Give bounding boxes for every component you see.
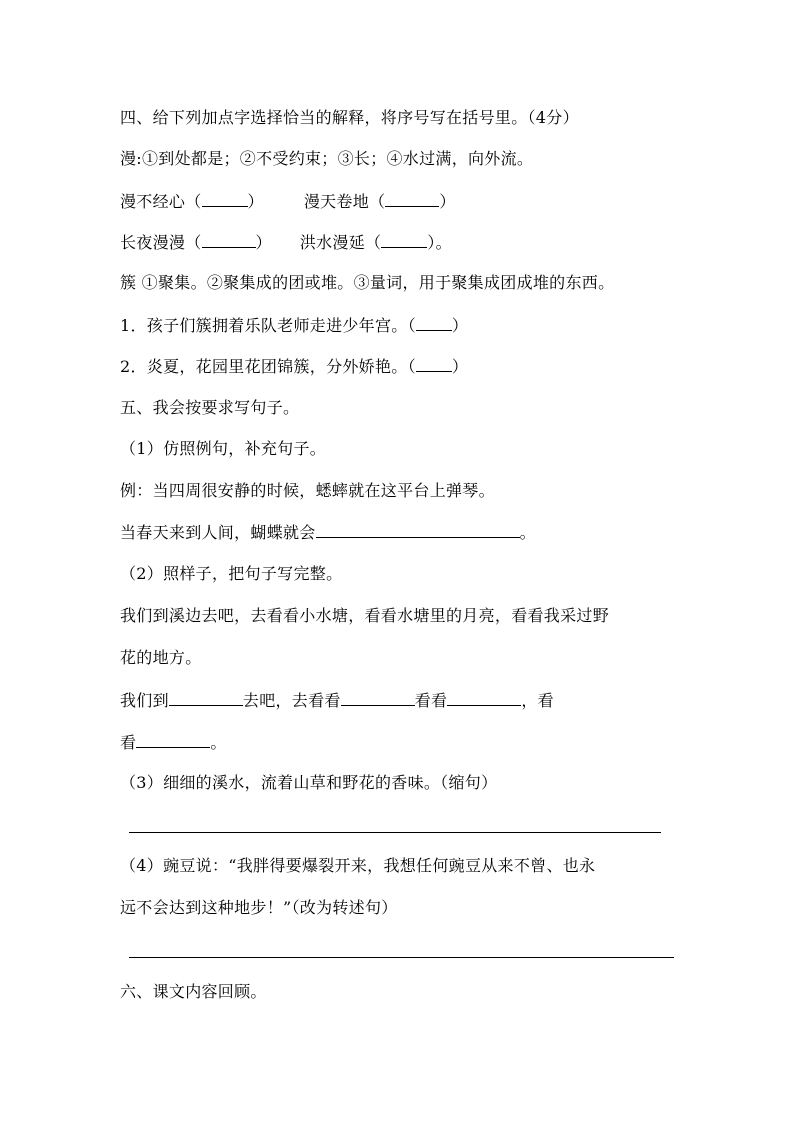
answer-blank[interactable] bbox=[416, 315, 452, 331]
q2-title: （2）照样子，把句子写完整。 bbox=[120, 564, 343, 583]
fill-in-blank[interactable] bbox=[136, 732, 210, 748]
section5-heading: 五、我会按要求写句子。 bbox=[120, 398, 300, 417]
q2-answer-line-1: 我们到 去吧，去看看 看看 ，看 bbox=[120, 691, 554, 710]
item-chang-ye-man-man: 长夜漫漫（ bbox=[120, 233, 202, 252]
cu-question-1: 1．孩子们簇拥着乐队老师走进少年宫。（ ） bbox=[120, 316, 469, 335]
fill-in-blank[interactable] bbox=[341, 690, 415, 706]
item-man-bu-jing-xin: 漫不经心（ bbox=[120, 192, 202, 211]
fill-in-blank[interactable] bbox=[169, 690, 243, 706]
q2-answer-line-2: 看 。 bbox=[120, 733, 227, 752]
fill-in-blank[interactable] bbox=[447, 690, 521, 706]
answer-blank[interactable] bbox=[381, 232, 427, 248]
cu-definitions: 簇 ①聚集。②聚集成的团或堆。③量词，用于聚集成团成堆的东西。 bbox=[120, 273, 615, 292]
q2-example-line-1: 我们到溪边去吧，去看看小水塘，看看水塘里的月亮，看看我采过野 bbox=[120, 606, 610, 625]
q3-answer-line[interactable] bbox=[129, 832, 661, 833]
answer-blank[interactable] bbox=[385, 191, 439, 207]
q3-prompt: （3）细细的溪水，流着山草和野花的香味。（缩句） bbox=[120, 773, 498, 792]
section4-heading: 四、给下列加点字选择恰当的解释，将序号写在括号里。（4分） bbox=[120, 108, 579, 127]
man-row-2: 长夜漫漫（ ） 洪水漫延（ ）。 bbox=[120, 233, 452, 252]
q1-example: 例：当四周很安静的时候，蟋蟀就在这平台上弹琴。 bbox=[120, 481, 495, 500]
man-definitions: 漫:①到处都是；②不受约束；③长；④水过满，向外流。 bbox=[120, 149, 534, 168]
cu-question-2: 2．炎夏，花园里花团锦簇，分外娇艳。（ ） bbox=[120, 357, 469, 376]
q4-prompt-line-2: 远不会达到这种地步！”（改为转述句） bbox=[120, 898, 398, 917]
answer-blank[interactable] bbox=[202, 232, 256, 248]
q4-prompt-line-1: （4）豌豆说：“我胖得要爆裂开来，我想任何豌豆从来不曾、也永 bbox=[120, 856, 596, 875]
item-hong-shui-man-yan: 洪水漫延（ bbox=[299, 233, 382, 252]
section6-heading: 六、课文内容回顾。 bbox=[120, 982, 267, 1001]
q2-example-line-2: 花的地方。 bbox=[120, 648, 202, 667]
answer-blank[interactable] bbox=[202, 191, 248, 207]
q1-prompt-line: 当春天来到人间，蝴蝶就会 。 bbox=[120, 523, 536, 542]
item-man-tian-juan-di: 漫天卷地（ bbox=[303, 192, 386, 211]
q4-answer-line[interactable] bbox=[129, 957, 674, 958]
fill-in-blank[interactable] bbox=[316, 522, 520, 538]
answer-blank[interactable] bbox=[416, 356, 452, 372]
q1-title: （1）仿照例句，补充句子。 bbox=[120, 439, 327, 458]
man-row-1: 漫不经心（ ） 漫天卷地（ ） bbox=[120, 192, 456, 211]
